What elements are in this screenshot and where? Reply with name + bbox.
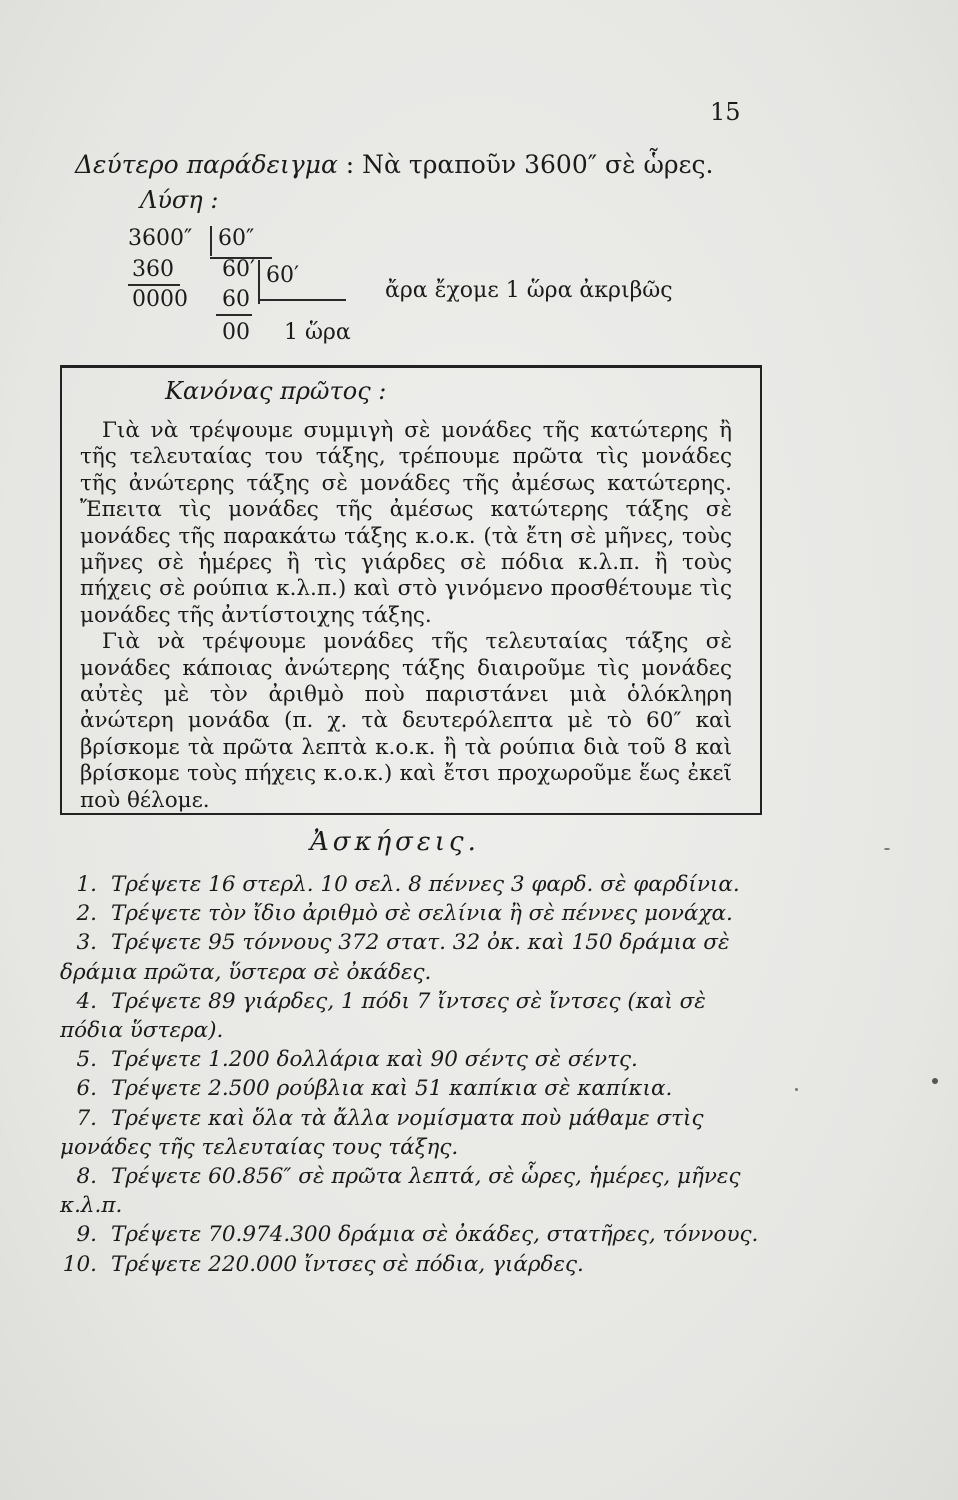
exercise-item <box>60 899 770 928</box>
exercise-number: 1. <box>76 872 97 897</box>
page-number: 15 <box>710 98 741 126</box>
rule-paragraph: Γιὰ νὰ τρέψουμε συμμιγὴ σὲ μονάδες τῆς κατώτερης ἢ τῆς τελευταίας του τάξης, τρέπουμε πρῶτα τὶς μονάδες τῆς ἀνώτερης τάξης σὲ μονάδες τῆς ἀμέσως κατώτερης. Ἔπειτα τὶς μονάδες τῆς ἀμέσως κατώτερης τάξης σὲ μονάδες τῆς παρακάτω τάξης κ.ο.κ. (τὰ ἔτη σὲ μῆνες, τοὺς μῆνες σὲ ἡμέρες ἢ τὶς γιάρδες σὲ πόδια κ.λ.π. ἢ τοὺς πήχεις σὲ ρούπια κ.λ.π.) καὶ στὸ γινόμενο προσθέτουμε τὶς μονάδες τῆς ἀντίστοιχης τάξης. <box>80 418 732 628</box>
exercise-number: 3. <box>76 930 97 956</box>
rule-paragraph: Γιὰ νὰ τρέψουμε μονάδες τῆς τελευταίας τάξης σὲ μονάδες κάποιας ἀνώτερης τάξης διαιροῦμε τὶς μονάδες αὐτὲς μὲ τὸν ἀριθμὸ ποὺ παριστάνει μιὰ ὁλόκληρη ἀνώτερη μονάδα (π. χ. τὰ δευτερόλεπτα μὲ τὸ 60″ καὶ βρίσκομε τὰ πρῶτα λεπτὰ κ.ο.κ. ἢ τὰ ρούπια διὰ τοῦ 8 καὶ βρίσκομε τοὺς πήχεις κ.ο.κ.) καὶ ἔτσι προχωροῦμε ἕως ἐκεῖ ποὺ θέλομε. <box>80 629 732 813</box>
exercise-item <box>60 1250 770 1279</box>
division-quotient1: 60′ <box>222 257 255 282</box>
exercise-item <box>60 1104 770 1162</box>
division-remainder2: 00 <box>222 320 250 345</box>
exercise-text: Τρέψετε 220.000 ἴντσες σὲ πόδια, γιάρδες. <box>111 1251 584 1277</box>
example-separator: : <box>337 150 363 179</box>
solution-conclusion: ἄρα ἔχομε 1 ὥρα ἀκριβῶς <box>385 278 673 303</box>
paper-speck <box>932 1078 938 1084</box>
exercise-item <box>60 928 770 986</box>
exercise-text: Τρέψετε 2.500 ρούβλια καὶ 51 καπίκια σὲ καπίκια. <box>111 1076 673 1102</box>
paper-speck <box>795 1088 798 1091</box>
rule-text <box>80 418 732 814</box>
exercise-item <box>60 1045 770 1074</box>
exercise-text: Τρέψετε τὸν ἴδιο ἀριθμὸ σὲ σελίνια ἢ σὲ πέννες μονάχα. <box>111 901 733 927</box>
exercise-text: Τρέψετε καὶ ὅλα τὰ ἄλλα νομίσματα ποὺ μάθαμε στὶς μονάδες τῆς τελευταίας τους τάξης. <box>60 1105 704 1160</box>
division-step2: 60 <box>222 287 250 312</box>
division-remainder1: 0000 <box>132 287 188 312</box>
division-dividend: 3600″ <box>128 226 193 251</box>
rule-title: Κανόνας πρῶτος : <box>165 377 387 405</box>
exercise-number: 5. <box>76 1047 97 1073</box>
exercises-title: Ἀσκήσεις. <box>310 827 480 857</box>
division-step1: 360 <box>132 257 174 282</box>
exercise-number: 9. <box>76 1222 97 1248</box>
exercise-number: 2. <box>76 901 97 927</box>
exercise-list <box>60 870 770 1279</box>
exercise-text: Τρέψετε 60.856″ σὲ πρῶτα λεπτά, σὲ ὧρες, ἡμέρες, μῆνες κ.λ.π. <box>60 1164 741 1219</box>
example-heading <box>75 150 713 179</box>
exercise-item <box>60 1074 770 1103</box>
exercise-number: 8. <box>76 1164 97 1190</box>
exercise-item <box>60 1220 770 1249</box>
exercise-number: 10. <box>62 1251 97 1277</box>
solution-label: Λύση : <box>140 186 219 214</box>
exercise-number: 7. <box>76 1105 97 1131</box>
exercise-text: Τρέψετε 16 στερλ. 10 σελ. 8 πέννες 3 φαρδ. σὲ φαρδίνια. <box>111 872 740 897</box>
division-result: 1 ὥρα <box>284 320 351 345</box>
paper-speck <box>884 848 890 850</box>
exercise-number: 6. <box>76 1076 97 1102</box>
example-text: Νὰ τραποῦν 3600″ σὲ ὧρες. <box>362 150 714 179</box>
exercise-text: Τρέψετε 1.200 δολλάρια καὶ 90 σέντς σὲ σέντς. <box>111 1047 638 1073</box>
division-divisor: 60″ <box>218 226 255 251</box>
exercise-text: Τρέψετε 70.974.300 δράμια σὲ ὀκάδες, στατῆρες, τόννους. <box>111 1222 759 1248</box>
exercise-text: Τρέψετε 95 τόννους 372 στατ. 32 ὀκ. καὶ 150 δράμια σὲ δράμια πρῶτα, ὕστερα σὲ ὀκάδες. <box>60 930 730 985</box>
exercise-item <box>60 1162 770 1220</box>
exercise-number: 4. <box>76 988 97 1014</box>
exercise-item <box>60 987 770 1045</box>
exercise-item <box>60 870 770 899</box>
exercise-text: Τρέψετε 89 γιάρδες, 1 πόδι 7 ἴντσες σὲ ἴντσες (καὶ σὲ πόδια ὕστερα). <box>60 988 706 1044</box>
example-label: Δεύτερο παράδειγμα <box>75 150 338 179</box>
division-divisor2: 60′ <box>266 263 299 288</box>
